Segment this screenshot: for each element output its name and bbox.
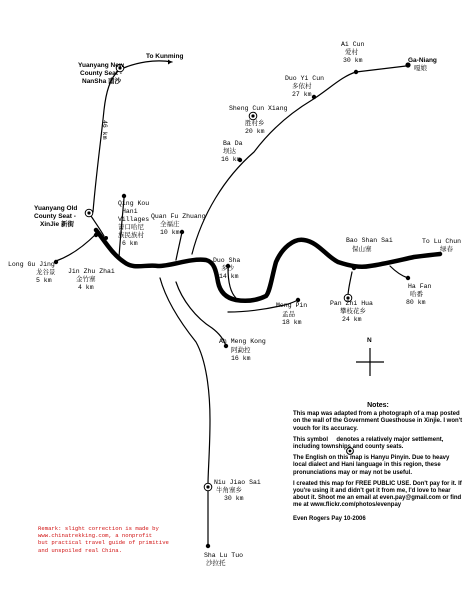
notes-paragraph-1: This map was adapted from a photograph of a map posted on the wall of the Government Guesthouse in Xinjie. I won't vouch for its accuracy. bbox=[293, 411, 463, 432]
bao-shan-label-1: Bao Shan Sai bbox=[346, 237, 393, 244]
ah-meng-kong-label-3: 16 km bbox=[231, 355, 251, 362]
jin-zhu-label-2: 金竹寨 bbox=[76, 276, 96, 283]
ah-meng-kong-label-2: 阿勐控 bbox=[231, 347, 251, 354]
duo-sha-label-2: 多沙 bbox=[221, 265, 234, 272]
long-gu-jing-label-2: 龙谷景 bbox=[36, 269, 56, 276]
qing-kou-label-6: 6 km bbox=[122, 240, 138, 247]
ga-niang-label-1: Ga-Niang bbox=[408, 57, 437, 64]
duo-yi-label-2: 多依村 bbox=[292, 83, 312, 90]
notes-panel bbox=[293, 402, 463, 527]
road-to-ha-fan bbox=[390, 266, 408, 278]
niu-jiao-sai-marker bbox=[204, 483, 212, 491]
ha-fan-label-2: 哈番 bbox=[410, 291, 423, 298]
qing-kou-dot bbox=[122, 194, 126, 198]
qing-kou-label-5: 族民族村 bbox=[118, 232, 144, 239]
jin-zhu-label-3: 4 km bbox=[78, 284, 94, 291]
ha-fan-dot bbox=[406, 276, 410, 280]
road-to-niu-jiao-sai bbox=[160, 278, 210, 484]
duo-yi-label-3: 27 km bbox=[292, 91, 312, 98]
sha-lu-tuo-label-1: Sha Lu Tuo bbox=[204, 552, 244, 559]
junction-dot-1 bbox=[104, 236, 108, 240]
remark-line-2[interactable]: www.chinatrekking.com, a nonprofit bbox=[38, 532, 153, 540]
bao-shan-dot bbox=[352, 266, 356, 270]
quan-fu-label-3: 10 km bbox=[160, 229, 180, 236]
yuanyang-old-label-1: Yuanyang Old bbox=[34, 205, 78, 212]
ga-niang-label-2: 嘎娘 bbox=[414, 65, 427, 72]
to-kunming-label: To Kunming bbox=[146, 53, 184, 60]
route-km-label: 46 km bbox=[101, 120, 108, 140]
yuanyang-new-label-1: Yuanyang New bbox=[78, 62, 124, 69]
north-arrow bbox=[356, 348, 384, 376]
remark-block bbox=[38, 525, 188, 554]
to-kunming-arrow bbox=[168, 60, 172, 65]
meng-pin-label-2: 孟品 bbox=[282, 311, 295, 318]
north-label: N bbox=[367, 337, 372, 344]
to-lu-chun-label-1: To Lu Chun bbox=[422, 238, 462, 245]
notes-symbol-text: This symbol bbox=[293, 436, 329, 443]
quan-fu-label-1: Quan Fu Zhuang bbox=[151, 213, 206, 220]
remark-line-1: Remark: slight correction is made by bbox=[38, 525, 159, 532]
ai-cun-label-3: 30 km bbox=[343, 57, 363, 64]
qing-kou-label-2: Hani bbox=[122, 208, 138, 215]
sha-lu-tuo-label-2: 沙拉托 bbox=[206, 560, 226, 567]
yuanyang-old-marker bbox=[85, 209, 93, 217]
meng-pin-label-3: 18 km bbox=[282, 319, 302, 326]
notes-paragraph-4: I created this map for FREE PUBLIC USE. Don't pay for it. If you're using it and didn't get it from me, I'd love to hear about it. Shoot me an email at even.pay@gmail.com or find me at www.flickr.com/photos/evenpay bbox=[293, 480, 462, 509]
qing-kou-label-1: Qing Kou bbox=[118, 200, 150, 207]
pan-zhi-hua-label-2: 攀枝花乡 bbox=[340, 308, 366, 315]
notes-paragraph-3: The English on this map is Hanyu Pinyin. Due to heavy local dialect and Hani language in this region, these pronunciations may or may not be useful. bbox=[293, 455, 450, 476]
remark-line-3: but practical travel guide of primitive bbox=[38, 539, 169, 547]
ba-da-label-2: 坝达 bbox=[223, 148, 236, 155]
jin-zhu-label-1: Jin Zhu Zhai bbox=[68, 268, 115, 275]
sheng-cun-label-2: 胜村乡 bbox=[245, 120, 265, 127]
yuanyang-new-label-2: County Seat - bbox=[80, 70, 122, 77]
duo-yi-label-1: Duo Yi Cun bbox=[285, 75, 325, 82]
remark-line-4: and unspoiled real China. bbox=[38, 546, 122, 554]
to-lu-chun-label-2: 绿春 bbox=[440, 246, 453, 253]
pan-zhi-hua-label-1: Pan Zhi Hua bbox=[330, 300, 373, 307]
road-to-quan-fu bbox=[176, 232, 182, 260]
road-to-pan-zhi-hua bbox=[348, 272, 352, 296]
yuanyang-old-label-2: County Seat - bbox=[34, 213, 76, 220]
sha-lu-tuo-dot bbox=[206, 544, 210, 548]
road-to-long-gu-jing bbox=[56, 234, 96, 261]
ai-cun-label-2: 爱村 bbox=[345, 49, 358, 56]
long-gu-jing-label-3: 5 km bbox=[36, 277, 52, 284]
duo-sha-label-3: 14 km bbox=[219, 273, 239, 280]
quan-fu-dot bbox=[180, 230, 184, 234]
niu-jiao-sai-label-2: 牛角寨乡 bbox=[216, 487, 242, 494]
niu-jiao-sai-label-3: 30 km bbox=[224, 495, 244, 502]
sheng-cun-marker bbox=[249, 112, 257, 120]
duo-sha-label-1: Duo Sha bbox=[213, 257, 241, 264]
yuanyang-old-label-3: XinJie 新街 bbox=[40, 221, 74, 228]
meng-pin-label-1: Meng Pin bbox=[276, 302, 308, 309]
qing-kou-label-4: 箐口哈尼 bbox=[118, 224, 144, 231]
duo-yi-dot bbox=[312, 95, 316, 99]
qing-kou-label-3: Villages bbox=[118, 216, 150, 223]
quan-fu-label-2: 全福庄 bbox=[160, 221, 180, 228]
yuanyang-new-label-3: NanSha 南沙 bbox=[82, 78, 122, 85]
notes-symbol-description: denotes a relatively major settlement, including townships and county seats. bbox=[293, 436, 444, 451]
jin-zhu-dot bbox=[94, 233, 98, 237]
notes-title: Notes: bbox=[367, 402, 389, 409]
notes-paragraph-2 bbox=[293, 437, 463, 451]
road-to-ah-meng-kong bbox=[176, 282, 226, 346]
notes-signature: Even Rogers Pay 10-2006 bbox=[293, 515, 366, 522]
ba-da-label-3: 16 km bbox=[221, 156, 241, 163]
ha-fan-label-1: Ha Fan bbox=[408, 283, 432, 290]
ba-da-label-1: Ba Da bbox=[223, 140, 243, 147]
ha-fan-label-3: 80 km bbox=[406, 299, 426, 306]
ai-cun-dot bbox=[354, 70, 358, 74]
ah-meng-kong-label-1: Ah Meng Kong bbox=[219, 338, 266, 345]
bao-shan-label-2: 保山寨 bbox=[352, 246, 372, 253]
sheng-cun-label-3: 20 km bbox=[245, 128, 265, 135]
niu-jiao-sai-label-1: Niu Jiao Sai bbox=[214, 479, 261, 486]
pan-zhi-hua-label-3: 24 km bbox=[342, 316, 362, 323]
long-gu-jing-label-1: Long Gu Jing bbox=[8, 261, 55, 268]
ai-cun-label-1: Ai Cun bbox=[341, 41, 365, 48]
sheng-cun-label-1: Sheng Cun Xiang bbox=[229, 105, 288, 112]
